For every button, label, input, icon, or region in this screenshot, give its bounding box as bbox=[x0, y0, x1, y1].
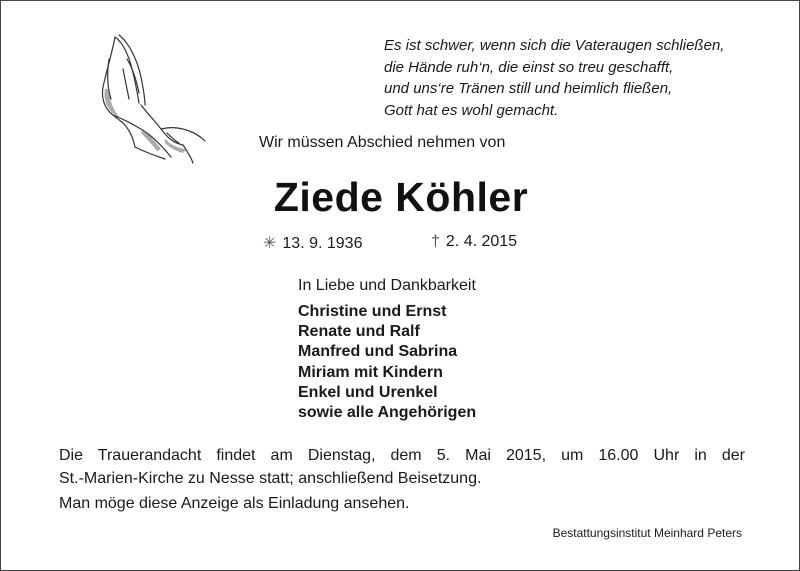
birth-star-icon: ✳ bbox=[263, 235, 277, 252]
poem-line: Gott hat es wohl gemacht. bbox=[384, 101, 559, 119]
death-cross-icon: † bbox=[431, 233, 440, 250]
mourner: Manfred und Sabrina bbox=[298, 343, 458, 361]
poem-line: und uns‘re Tränen still und heimlich fließen, bbox=[384, 80, 673, 97]
intro-text: Wir müssen Abschied nehmen von bbox=[259, 134, 506, 151]
death-date-value: 2. 4. 2015 bbox=[445, 233, 518, 250]
death-date bbox=[431, 233, 517, 251]
service-info bbox=[59, 444, 745, 490]
mourner: Miriam mit Kindern bbox=[298, 363, 443, 381]
mourners-list bbox=[298, 302, 476, 423]
mourner: Christine und Ernst bbox=[298, 303, 447, 320]
undertaker-name: Bestattungsinstitut Meinhard Peters bbox=[552, 526, 742, 540]
praying-hands-icon bbox=[83, 29, 208, 164]
birth-date-value: 13. 9. 1936 bbox=[282, 235, 363, 252]
service-line: Die Trauerandacht findet am Dienstag, dem 5. Mai 2015, um 16.00 Uhr in der bbox=[59, 447, 745, 464]
deceased-name: Ziede Köhler bbox=[273, 174, 529, 220]
mourner: sowie alle Angehörigen bbox=[298, 404, 477, 422]
mourner: Renate und Ralf bbox=[298, 323, 420, 341]
poem-line: die Hände ruh‘n, die einst so treu geschafft, bbox=[384, 58, 674, 76]
mourner: Enkel und Urenkel bbox=[298, 383, 438, 401]
service-line: St.-Marien-Kirche zu Nesse statt; anschließend Beisetzung. bbox=[59, 470, 482, 487]
love-line: In Liebe und Dankbarkeit bbox=[298, 277, 476, 294]
poem bbox=[384, 35, 724, 121]
birth-date bbox=[263, 233, 362, 253]
invitation-text: Man möge diese Anzeige als Einladung ansehen. bbox=[59, 495, 410, 512]
poem-line: Es ist schwer, wenn sich die Vateraugen schließen, bbox=[384, 37, 725, 54]
